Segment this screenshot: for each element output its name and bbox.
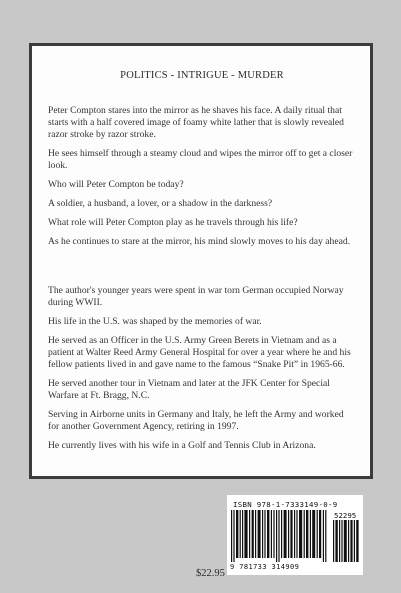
price: $22.95 [196, 568, 225, 579]
isbn-barcode [227, 495, 363, 575]
barcode-addon-code: 52295 [334, 511, 357, 520]
barcode-bars-icon [231, 510, 329, 562]
bio-paragraph: The author's younger years were spent in war torn German occupied Norway during WWII. [48, 285, 344, 308]
bio-paragraph: Serving in Airborne units in Germany and Italy, he left the Army and worked for another Government Agency, retiring in 1997. [48, 409, 344, 432]
tagline: POLITICS - INTRIGUE - MURDER [120, 70, 284, 81]
text-panel [29, 43, 373, 479]
synopsis-paragraph: Who will Peter Compton be today? [48, 179, 184, 190]
addon-barcode-bars-icon [333, 520, 360, 562]
text-panel-content [48, 70, 356, 459]
bio-paragraph: His life in the U.S. was shaped by the memories of war. [48, 316, 262, 327]
section-spacer [48, 255, 356, 285]
synopsis-paragraph: What role will Peter Compton play as he travels through his life? [48, 217, 298, 228]
bio-paragraph: He served another tour in Vietnam and later at the JFK Center for Special Warfare at Ft. Bragg, N.C. [48, 378, 330, 401]
bio-paragraph: He currently lives with his wife in a Golf and Tennis Club in Arizona. [48, 440, 316, 451]
author-bio [48, 285, 356, 452]
synopsis-paragraph: A soldier, a husband, a lover, or a shadow in the darkness? [48, 198, 273, 209]
synopsis-paragraph: Peter Compton stares into the mirror as he shaves his face. A daily ritual that starts with a half covered image of foamy white lather that is slowly revealed razor stroke by razor stroke. [48, 105, 344, 140]
bio-paragraph: He served as an Officer in the U.S. Army Green Berets in Vietnam and as a patient at Walter Reed Army General Hospital for over a year where he and his fellow patients lived in and gave name to the famous “Snake Pit” in 1965-66. [48, 335, 351, 370]
synopsis [48, 105, 356, 248]
synopsis-paragraph: He sees himself through a steamy cloud and wipes the mirror off to get a closer look. [48, 148, 353, 171]
synopsis-paragraph: As he continues to stare at the mirror, his mind slowly moves to his day ahead. [48, 236, 351, 247]
isbn-label: ISBN 978-1-7333149-0-9 [233, 500, 338, 509]
barcode-digits: 9 781733 314909 [230, 563, 300, 571]
